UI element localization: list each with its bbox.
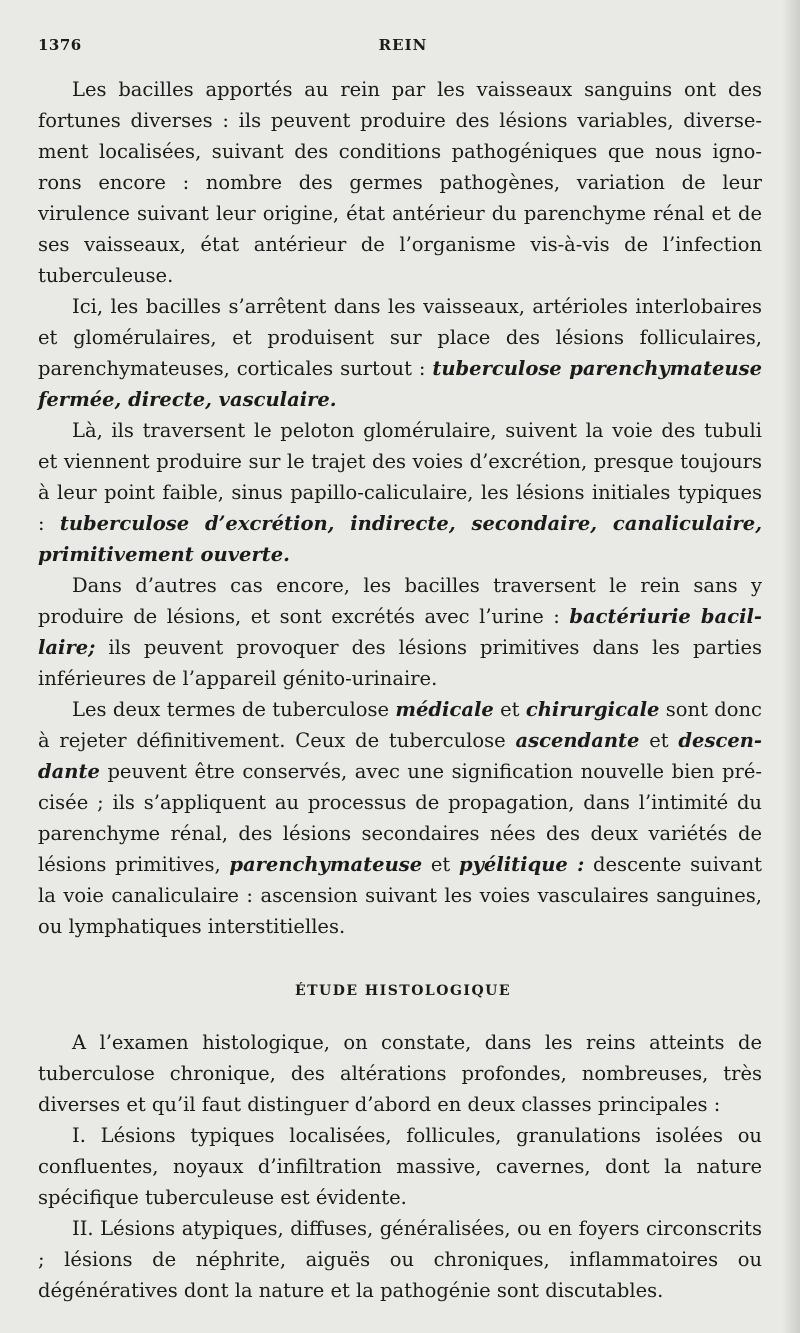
paragraph [38,1213,762,1306]
text-run: et [639,729,679,752]
paragraph [38,415,762,570]
section-heading: ÉTUDE HISTOLOGIQUE [294,983,512,999]
text-run: Les deux termes de tuberculose [72,698,396,721]
text-run: descente suivant la voie canaliculaire : ascension suivant les voies vasculaires sanguines, ou lymphatiques interstitielles. [38,853,763,938]
paragraph [38,694,762,942]
text-run: A l’examen histologique, on constate, dans les reins atteints de tuberculose chronique, des altérations profondes, nombreuses, très diverses et qu’il faut distinguer d’abord en deux classes principales : [38,1031,762,1116]
paragraph [38,1120,762,1213]
italic-run: parenchymateuse [229,853,423,876]
paragraph [38,291,762,415]
running-title: REIN [378,36,428,54]
page-number: 1376 [38,36,82,54]
text-run: ils peuvent provoquer des lésions primitives dans les parties inférieures de l’appareil génito-urinaire. [38,636,762,690]
italic-run: ascendante [515,729,640,752]
body-text-bottom [38,1027,762,1306]
italic-run: pyélitique : [458,853,585,876]
text-run: et [493,698,526,721]
italic-run: chirurgicale [525,698,660,721]
text-run: Les bacilles apportés au rein par les vaisseaux sanguins ont des fortunes diverses : ils peuvent produire des lésions variables, diversement localisées, suivant des conditions pathogéniques que nous ignorons encore : nombre des germes pathogènes, variation de leur virulence suivant leur origine, état antérieur du parenchyme rénal et de ses vaisseaux, état antérieur de l’organisme vis-à-vis de l’infection tuberculeuse. [38,78,762,287]
body-text-top [38,74,762,942]
italic-run: tuberculose d’excrétion, indirecte, secondaire, canaliculaire, primitivement ouverte. [38,512,762,566]
text-run: I. Lésions typiques localisées, follicules, granulations isolées ou confluentes, noyaux d’infiltration massive, cavernes, dont la nature spécifique tuberculeuse est évidente. [38,1124,762,1209]
text-run: peuvent être conservés, avec une signification nouvelle bien précisée ; ils s’appliquent au processus de propagation, dans l’intimité du parenchyme rénal, des lésions secondaires nées des deux variétés de lésions primitives, [38,760,762,876]
text-run: II. Lésions atypiques, diffuses, généralisées, ou en foyers circonscrits ; lésions de néphrite, aiguës ou chroniques, inflammatoires ou dégénératives dont la nature et la pathogénie sont discutables. [38,1217,762,1302]
text-run: Ici, les bacilles s’arrêtent dans les vaisseaux, artérioles interlobaires et glomérulaires, et produisent sur place des lésions folliculaires, parenchymateuses, corticales surtout : [38,295,762,380]
italic-run: descendante [38,729,762,783]
text-run: Là, ils traversent le peloton glomérulaire, suivent la voie des tubuli et viennent produire sur le trajet des voies d’excrétion, presque toujours à leur point faible, sinus papillo-caliculaire, les lésions initiales typiques : [38,419,762,535]
paragraph [38,570,762,694]
paragraph [38,74,762,291]
italic-run: tuberculose parenchymateuse fermée, directe, vasculaire. [38,357,762,411]
italic-run: bactériurie bacillaire; [38,605,762,659]
page-edge-shadow [782,0,800,1333]
italic-run: médicale [395,698,494,721]
text-run: Dans d’autres cas encore, les bacilles traversent le rein sans y produire de lésions, et sont excrétés avec l’urine : [38,574,762,628]
text-run: sont donc à rejeter définitivement. Ceux de tuberculose [38,698,762,752]
paragraph [38,1027,762,1120]
text-run: et [422,853,459,876]
